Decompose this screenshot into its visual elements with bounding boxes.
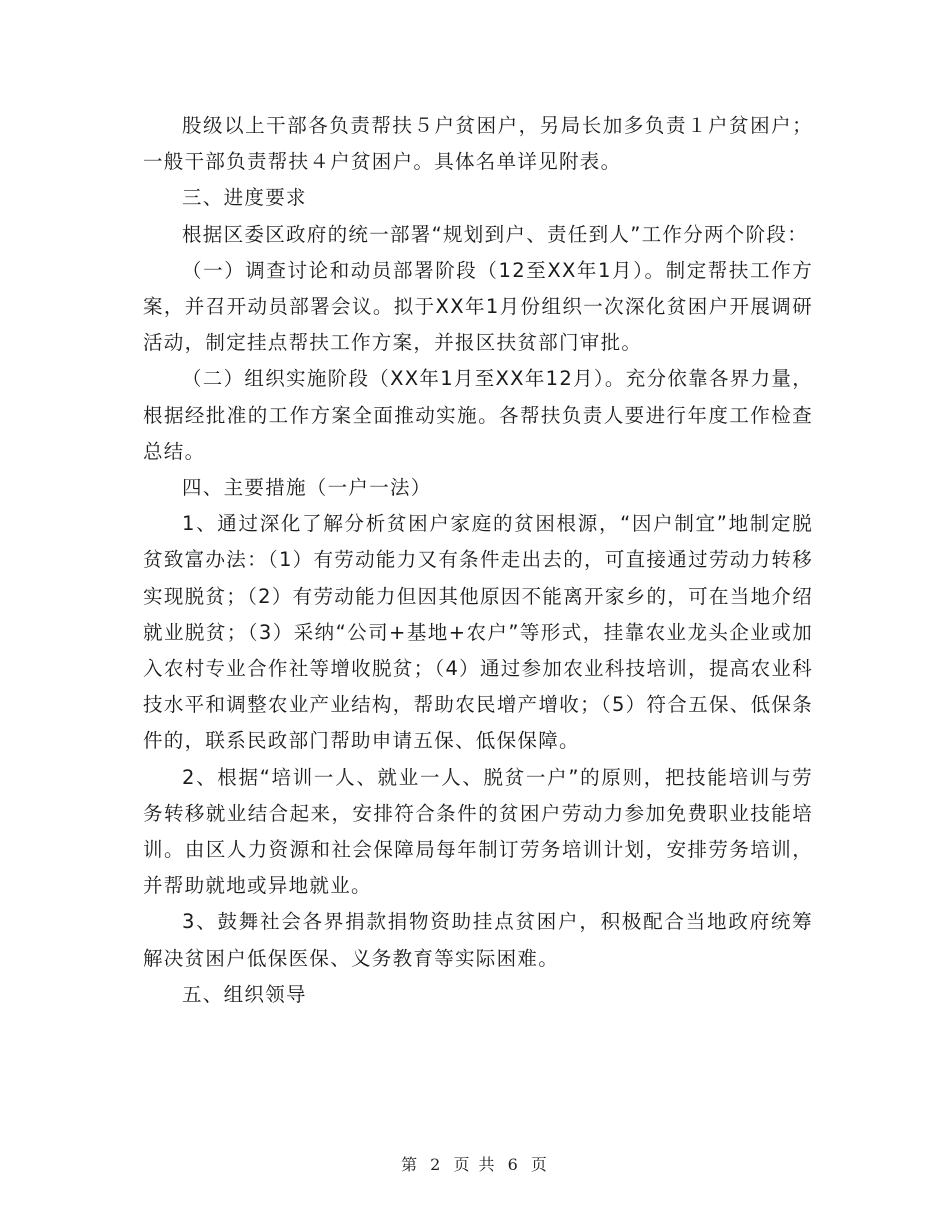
section-heading-leadership: 五、组织领导 [182,982,307,1006]
paragraph-stage-one: （一）调查讨论和动员部署阶段（12至XX年1月）。制定帮扶工作方案，并召开动员部署会议。拟于XX年1月份组织一次深化贫困户开展调研活动，制定挂点帮扶工作方案，并报区扶贫部门审批。 [143,258,813,355]
paragraph-measure-three: 3、鼓舞社会各界捐款捐物资助挂点贫困户，积极配合当地政府统筹解决贫困户低保医保、义务教育等实际困难。 [143,910,813,970]
current-page-number: 2 [430,1155,443,1174]
paragraph-measure-one: 1、通过深化了解分析贫困户家庭的贫困根源，“因户制宜”地制定脱贫致富办法：（1）有劳动能力又有条件走出去的，可直接通过劳动力转移实现脱贫；（2）有劳动能力但因其他原因不能离开家乡的，可在当地介绍就业脱贫；（3）采纳“公司+基地+农户”等形式，挂靠农业龙头企业或加入农村专业合作社等增收脱贫；（4）通过参加农业科技培训，提高农业科技水平和调整农业产业结构，帮助农民增产增收；（5）符合五保、低保条件的，联系民政部门帮助申请五保、低保保障。 [143,512,813,753]
document-body [143,108,813,1013]
page-footer [0,1152,950,1175]
section-heading-measures: 四、主要措施（一户一法） [182,476,432,500]
section-heading-schedule: 三、进度要求 [182,186,307,210]
paragraph-cadre-assignment: 股级以上干部各负责帮扶５户贫困户，另局长加多负责１户贫困户；一般干部负责帮扶４户贫困户。具体名单详见附表。 [143,114,813,174]
footer-suffix: 页 [530,1155,549,1174]
paragraph-measure-two: 2、根据“培训一人、就业一人、脱贫一户”的原则，把技能培训与劳务转移就业结合起来，安排符合条件的贫困户劳动力参加免费职业技能培训。由区人力资源和社会保障局每年制订劳务培训计划，安排劳务培训，并帮助就地或异地就业。 [143,765,813,898]
paragraph-stage-two: （二）组织实施阶段（XX年1月至XX年12月）。充分依靠各界力量，根据经批准的工作方案全面推动实施。各帮扶负责人要进行年度工作检查总结。 [143,367,813,463]
footer-prefix: 第 [401,1155,420,1174]
paragraph-two-stages: 根据区委区政府的统一部署“规划到户、责任到人”工作分两个阶段： [182,222,809,246]
total-page-number: 6 [507,1155,520,1174]
footer-middle: 页 共 [453,1155,497,1174]
